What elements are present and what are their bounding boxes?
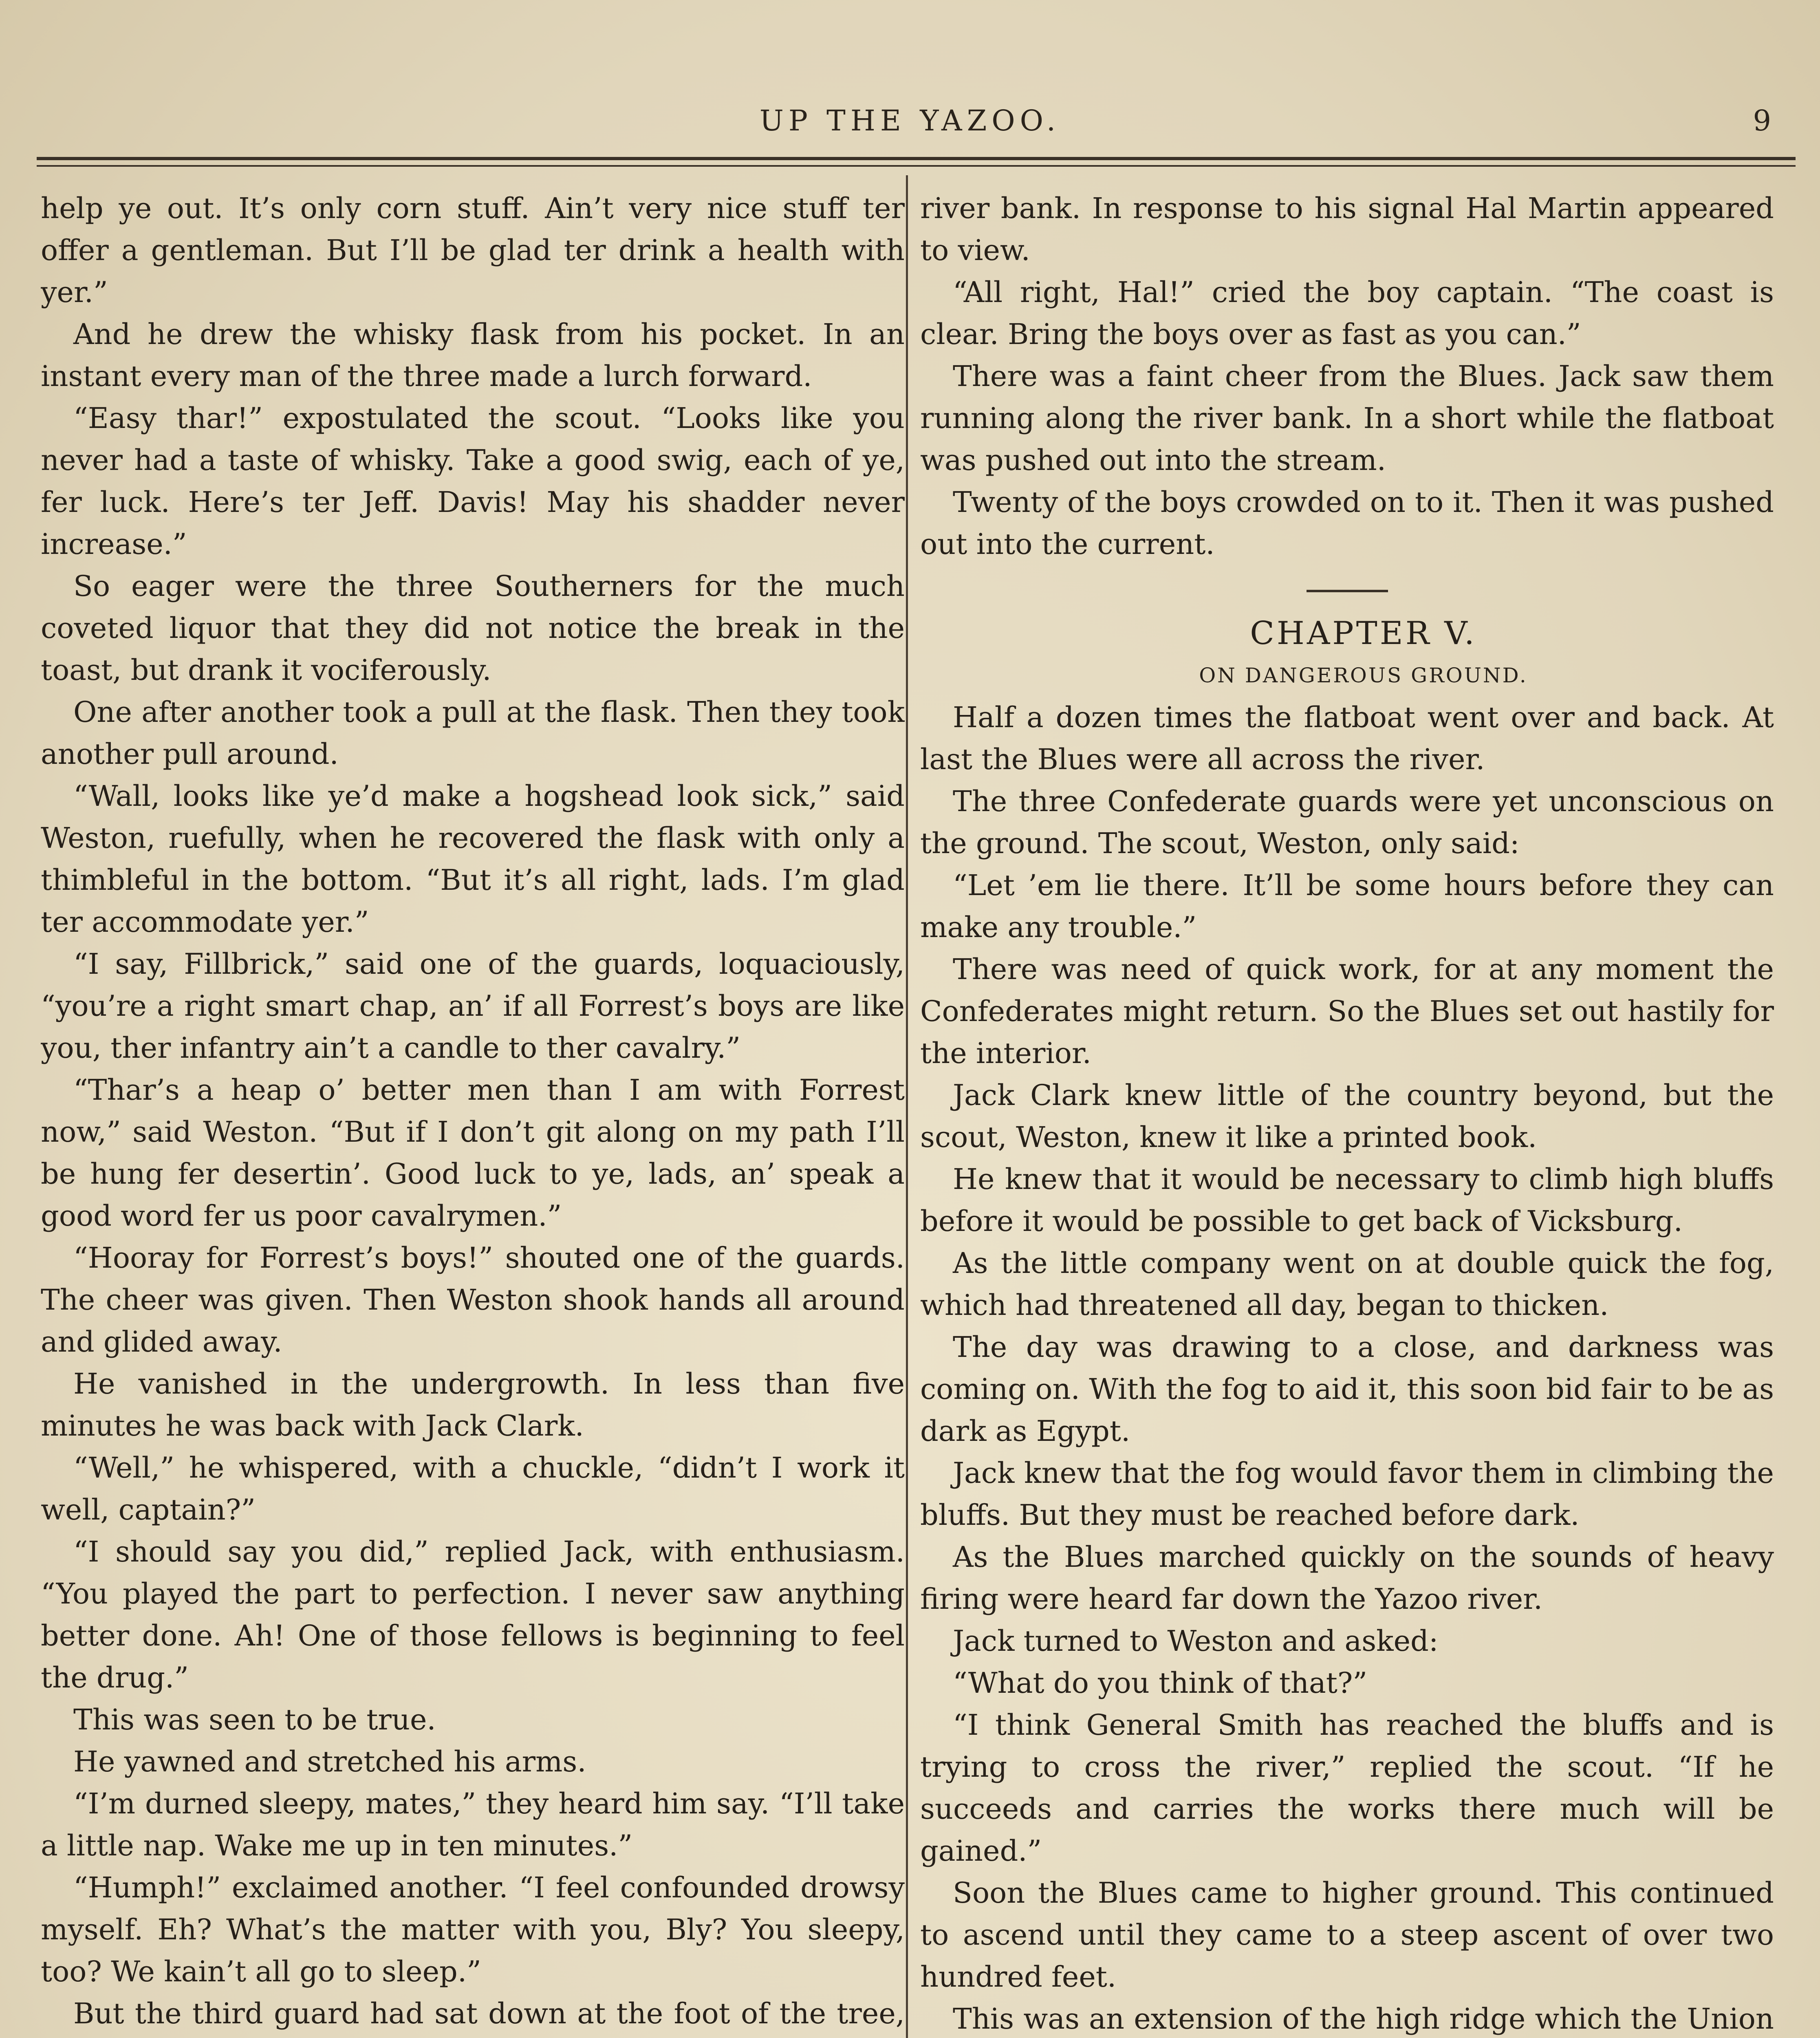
paragraph: But the third guard had sat down at the foot of the tree,: [73, 1997, 905, 2030]
paragraph: Soon the Blues came to higher ground. This continued to ascend until they came to a steep ascent of over two hundred feet.: [920, 1876, 1774, 1994]
paragraph: He yawned and stretched his arms.: [73, 1745, 586, 1778]
right-column-top: [920, 187, 1774, 565]
paragraph: This was seen to be true.: [73, 1703, 436, 1736]
paragraph: Jack turned to Weston and asked:: [953, 1624, 1439, 1658]
paragraph: So eager were the three Southerners for the much coveted liquor that they did not notice the break in the toast, but drank it vociferously.: [41, 569, 905, 687]
paragraph: “All right, Hal!” cried the boy captain. “The coast is clear. Bring the boys over as fast as you can.”: [920, 276, 1774, 351]
paragraph: “I’m durned sleepy, mates,” they heard him say. “I’ll take a little nap. Wake me up in ten minutes.”: [41, 1787, 905, 1862]
chapter-title: CHAPTER V.: [1250, 615, 1477, 652]
paragraph: As the little company went on at double quick the fog, which had threatened all day, began to thicken.: [920, 1246, 1774, 1322]
header-rule-thin: [37, 165, 1796, 167]
paragraph: There was need of quick work, for at any moment the Confederates might return. So the Blues set out hastily for the interior.: [920, 953, 1774, 1070]
chapter-subtitle: ON DANGEROUS GROUND.: [1199, 664, 1528, 687]
paragraph: He vanished in the undergrowth. In less than five minutes he was back with Jack Clark.: [41, 1367, 905, 1442]
right-column: [920, 187, 1774, 2038]
chapter-separator: [1307, 590, 1388, 592]
header-rule-thick: [37, 157, 1796, 160]
left-column: [41, 187, 905, 2038]
paragraph: One after another took a pull at the flask. Then they took another pull around.: [41, 695, 905, 771]
paragraph: “Let ’em lie there. It’ll be some hours before they can make any trouble.”: [920, 869, 1774, 944]
paragraph: “Humph!” exclaimed another. “I feel confounded drowsy myself. Eh? What’s the matter with you, Bly? You sleepy, too? We kain’t all go to sleep.”: [41, 1871, 905, 1988]
paragraph: Half a dozen times the flatboat went over and back. At last the Blues were all across the river.: [920, 701, 1774, 776]
paragraph: “Wall, looks like ye’d make a hogshead look sick,” said Weston, ruefully, when he recovered the flask with only a thimbleful in the bottom. “But it’s all right, lads. I’m glad ter accommodate yer.”: [41, 779, 905, 939]
paragraph: This was an extension of the high ridge which the Union: [953, 2002, 1774, 2036]
paragraph: He knew that it would be necessary to climb high bluffs before it would be possible to get back of Vicksburg.: [920, 1162, 1774, 1238]
paragraph: river bank. In response to his signal Hal Martin appeared to view.: [920, 192, 1774, 267]
paragraph: “Thar’s a heap o’ better men than I am with Forrest now,” said Weston. “But if I don’t git along on my path I’ll be hung fer desertin’. Good luck to ye, lads, an’ speak a good word fer us poor cavalrymen.”: [41, 1073, 905, 1233]
paragraph: “Well,” he whispered, with a chuckle, “didn’t I work it well, captain?”: [41, 1451, 905, 1526]
paragraph: Jack knew that the fog would favor them in climbing the bluffs. But they must be reached before dark.: [920, 1456, 1774, 1532]
paragraph: help ye out. It’s only corn stuff. Ain’t very nice stuff ter offer a gentleman. But I’ll be glad ter drink a health with yer.”: [41, 192, 905, 309]
paragraph: There was a faint cheer from the Blues. Jack saw them running along the river bank. In a short while the flatboat was pushed out into the stream.: [920, 360, 1774, 477]
paragraph: “Hooray for Forrest’s boys!” shouted one of the guards. The cheer was given. Then Weston shook hands all around and glided away.: [41, 1241, 905, 1359]
paragraph: As the Blues marched quickly on the sounds of heavy firing were heard far down the Yazoo river.: [920, 1540, 1774, 1616]
paragraph: And he drew the whisky flask from his pocket. In an instant every man of the three made a lurch forward.: [41, 318, 905, 393]
page-number: 9: [1753, 104, 1771, 137]
paragraph: The three Confederate guards were yet unconscious on the ground. The scout, Weston, only said:: [920, 785, 1774, 860]
paragraph: Jack Clark knew little of the country beyond, but the scout, Weston, knew it like a printed book.: [920, 1079, 1774, 1154]
page-header: [37, 96, 1783, 153]
paragraph: Twenty of the boys crowded on to it. Then it was pushed out into the current.: [920, 485, 1774, 561]
running-title: UP THE YAZOO.: [759, 104, 1061, 137]
paragraph: “I should say you did,” replied Jack, with enthusiasm. “You played the part to perfection. I never saw anything better done. Ah! One of those fellows is beginning to feel the drug.”: [41, 1535, 905, 1694]
right-column-bottom: [920, 697, 1774, 2038]
column-divider: [906, 175, 908, 2038]
paragraph: “Easy thar!” expostulated the scout. “Looks like you never had a taste of whisky. Take a good swig, each of ye, fer luck. Here’s ter Jeff. Davis! May his shadder never increase.”: [41, 401, 905, 561]
paragraph: “I think General Smith has reached the bluffs and is trying to cross the river,” replied the scout. “If he succeeds and carries the works there much will be gained.”: [920, 1708, 1774, 1868]
paragraph: “What do you think of that?”: [953, 1666, 1368, 1700]
paragraph: The day was drawing to a close, and darkness was coming on. With the fog to aid it, this soon bid fair to be as dark as Egypt.: [920, 1330, 1774, 1448]
paragraph: “I say, Fillbrick,” said one of the guards, loquaciously, “you’re a right smart chap, an’ if all Forrest’s boys are like you, ther infantry ain’t a candle to ther cavalry.”: [41, 947, 905, 1065]
